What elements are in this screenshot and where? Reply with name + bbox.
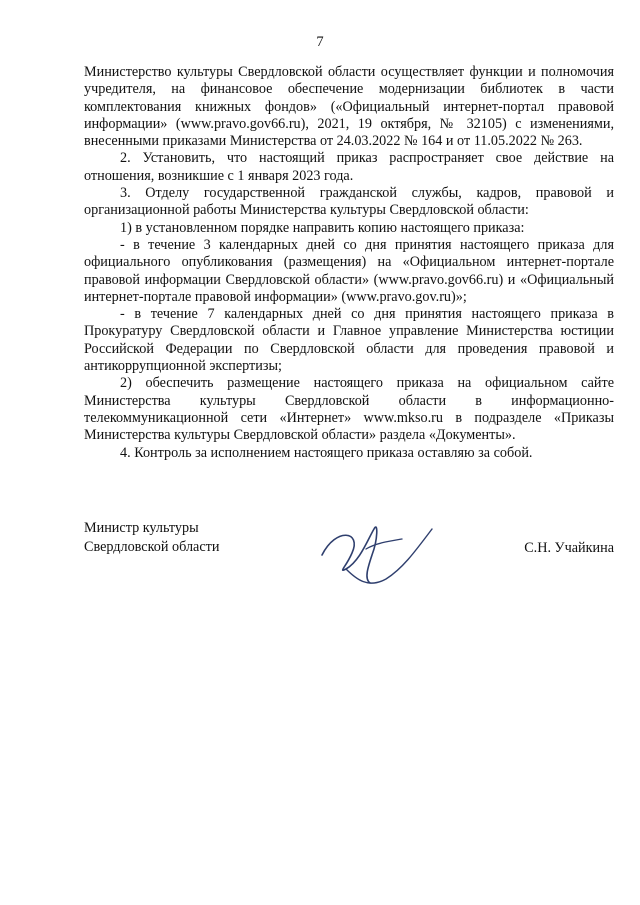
signatory-title-line-2: Свердловской области — [84, 539, 220, 555]
paragraph-item-4: 4. Контроль за исполнением настоящего приказа оставляю за собой. — [120, 444, 533, 461]
paragraph-item-3-1-b: - в течение 7 календарных дней со дня принятия настоящего приказа в Прокуратуру Свердловской области и Главное управление Министерства юстиции Российской Федерации по Свердловской области для проведения правовой и антикоррупционной экспертизы; — [84, 306, 614, 375]
signature-block — [84, 519, 614, 599]
paragraph-intro-continuation: Министерство культуры Свердловской области осуществляет функции и полномочия учредителя, на финансовое обеспечение модернизации библиотек в части комплектования книжных фондов» («Официальный интернет-портал правовой информации» (www.pravo.gov66.ru), 2021, 19 октября, № 32105) с изменениями, внесенными приказами Министерства от 24.03.2022 № 164 и от 11.05.2022 № 263. — [84, 64, 614, 150]
paragraph-item-3-1-a: - в течение 3 календарных дней со дня принятия настоящего приказа для официального опубликования (размещения) на «Официальном интернет-портале правовой информации Свердловской области» (www.pravo.gov66.ru) и «Официальный интернет-портале правовой информации» (www.pravo.gov.ru)»; — [84, 236, 614, 305]
signatory-name: С.Н. Учайкина — [524, 540, 614, 556]
document-body — [84, 64, 614, 462]
paragraph-item-2: 2. Установить, что настоящий приказ распространяет свое действие на отношения, возникшие с 1 января 2023 года. — [84, 150, 614, 184]
handwritten-signature — [316, 509, 436, 599]
paragraph-item-3-2: 2) обеспечить размещение настоящего приказа на официальном сайте Министерства культуры Свердловской области в информационно-телекоммуникационной сети «Интернет» www.mkso.ru в подразделе «Приказы Министерства культуры Свердловской области» раздела «Документы». — [84, 375, 614, 444]
paragraph-item-3: 3. Отделу государственной гражданской службы, кадров, правовой и организационной работы Министерства культуры Свердловской области: — [84, 185, 614, 219]
signatory-title-line-1: Министр культуры — [84, 520, 199, 536]
paragraph-item-3-1: 1) в установленном порядке направить копию настоящего приказа: — [120, 219, 525, 236]
signatory-title — [84, 519, 219, 557]
page-number: 7 — [316, 34, 324, 50]
